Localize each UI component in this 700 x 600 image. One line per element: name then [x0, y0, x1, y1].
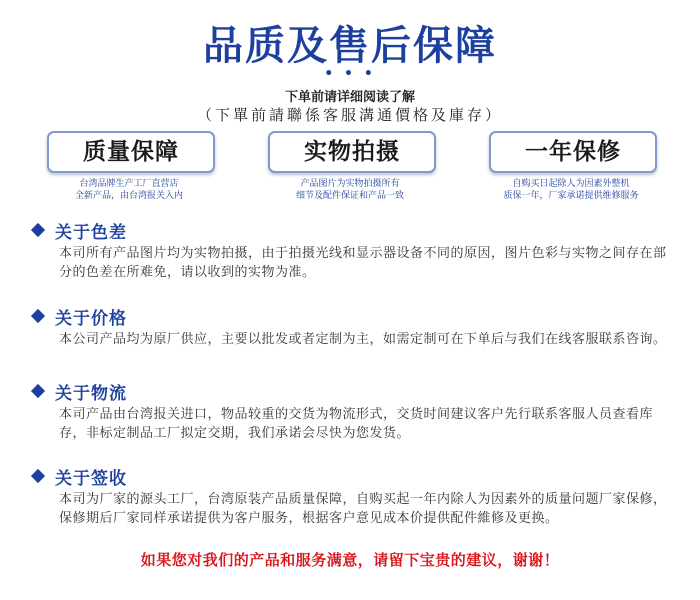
footer-thanks-message: 如果您对我们的产品和服务满意，请留下宝贵的建议，谢谢！ [140, 551, 560, 569]
diamond-bullet-icon [31, 309, 45, 323]
badge-desc-line: 台湾品牌生产工厂直营店 [79, 179, 179, 189]
section-receipt [29, 465, 679, 528]
diamond-bullet-icon [31, 384, 45, 398]
section-title: 关于物流 [55, 383, 127, 404]
diamond-bullet-icon [31, 223, 45, 237]
section-header [29, 465, 679, 487]
section-title: 关于签收 [55, 468, 127, 489]
badge-quality-desc [29, 178, 229, 202]
title-dots-divider: • • • [324, 66, 376, 82]
section-body: 本司产品由台湾报关进口，物品较重的交货为物流形式，交货时间建议客户先行联系客服人员查看库存，非标定制品工厂拟定交期，我们承诺会尽快为您发货。 [59, 407, 654, 441]
badge-desc-line: 自购买日起除人为因素外整机 [512, 179, 630, 189]
badge-real-photo: 实物拍摄 [268, 131, 436, 173]
section-color-difference [29, 219, 679, 282]
section-price [29, 305, 679, 349]
badge-warranty: 一年保修 [489, 131, 657, 173]
section-body: 本公司产品均为原厂供应，主要以批发或者定制为主，如需定制可在下单后与我们在线客服联系咨询。 [59, 332, 667, 347]
section-title: 关于价格 [55, 308, 127, 329]
badge-desc-line: 全新产品，由台湾报关入内 [74, 191, 183, 201]
section-header [29, 305, 679, 327]
page-subtitle-traditional: （下單前請聯係客服溝通價格及庫存） [196, 106, 503, 124]
diamond-bullet-icon [31, 469, 45, 483]
badge-desc-line: 质保一年，厂家承诺提供维修服务 [503, 191, 639, 201]
section-body: 本司为厂家的源头工厂，台湾原装产品质量保障，自购买起一年内除人为因素外的质量问题厂家保修，保修期后厂家同样承诺提供为客户服务，根据客户意见成本价提供配件維修及更换。 [59, 492, 667, 526]
section-header [29, 380, 679, 402]
page-subtitle: 下单前请详细阅读了解 [284, 90, 415, 105]
badge-desc-line: 产品图片为实物拍摄所有 [300, 179, 400, 189]
section-header [29, 219, 679, 241]
section-title: 关于色差 [55, 222, 127, 243]
section-logistics [29, 380, 679, 443]
badge-quality: 质量保障 [47, 131, 215, 173]
page-title: 品质及售后保障 [203, 23, 497, 69]
badge-desc-line: 细节及配件保证和产品一致 [295, 191, 404, 201]
badge-warranty-desc [471, 178, 671, 202]
section-body: 本司所有产品图片均为实物拍摄，由于拍摄光线和显示器设备不同的原因，图片色彩与实物之间存在部分的色差在所难免，请以收到的实物为准。 [59, 246, 667, 280]
badge-real-photo-desc [250, 178, 450, 202]
